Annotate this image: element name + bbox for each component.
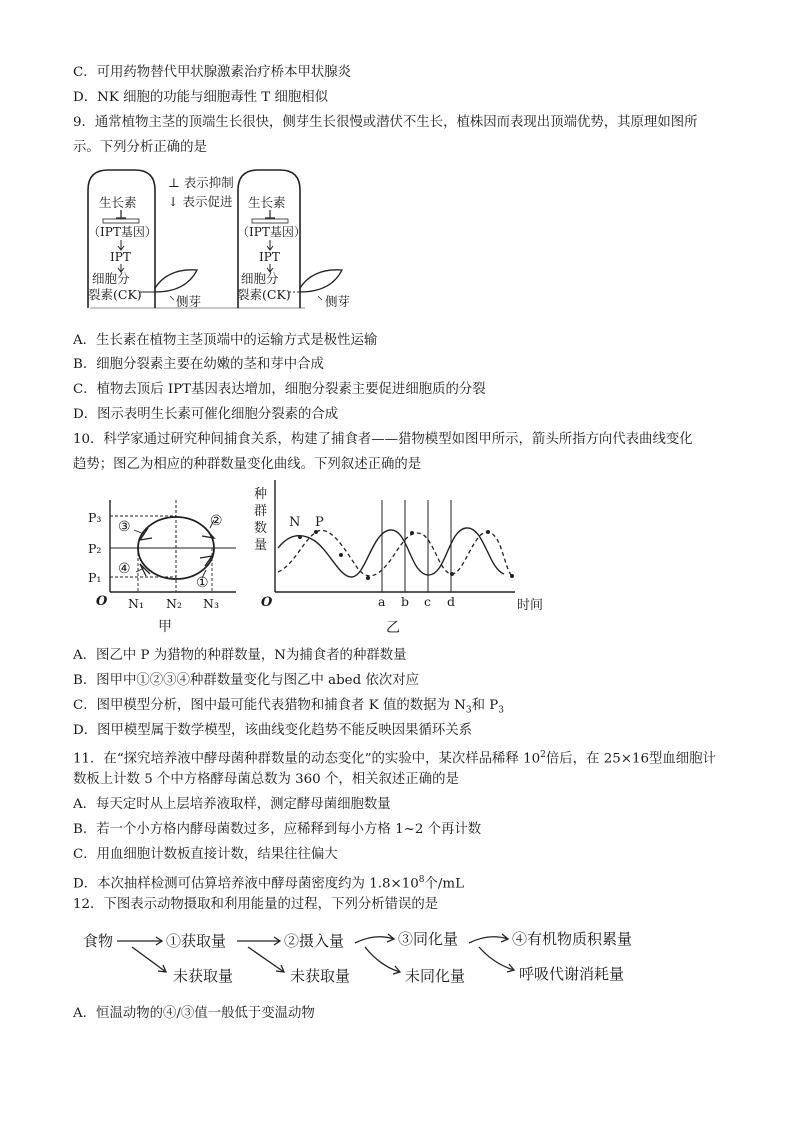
q12-stem: 12．下图表示动物摄取和利用能量的过程，下列分析错误的是: [73, 897, 439, 912]
legend-inhibit: ⊥ 表示抑制: [168, 175, 234, 190]
circled-4: ④: [118, 561, 131, 577]
fig-jia-caption: 甲: [158, 619, 172, 635]
q8-option-c: C．可用药物替代甲状腺激素治疗桥本甲状腺炎: [73, 65, 352, 80]
ylabel-char-1: 种: [254, 487, 268, 502]
ylabel-char-4: 量: [254, 538, 268, 553]
circled-1: ①: [196, 575, 209, 591]
q9-stem-line1: 9．通常植物主茎的顶端生长很快，侧芽生长很慢或潜伏不生长，植株因而表现出顶端优势，其原理如图所: [73, 115, 698, 130]
n3-label: N₃: [203, 596, 219, 611]
n1-label: N₁: [128, 596, 144, 611]
ck-label-right-2: 裂素(CK): [237, 287, 291, 302]
n2-label: N₂: [166, 596, 182, 611]
ck-label-right-1: 细胞分: [241, 271, 279, 286]
loss-arrow-1: [132, 947, 166, 972]
circled-3: ③: [118, 519, 131, 535]
q8-option-d: D．NK 细胞的功能与细胞毒性 T 细胞相似: [73, 90, 329, 105]
q10-stem-line1: 10．科学家通过研究种间捕食关系，构建了捕食者——猎物模型如图甲所示，箭头所指方向代表曲线变化: [73, 432, 693, 447]
bud-label-left: 侧芽: [176, 294, 202, 309]
q9-stem-line2: 示。下列分析正确的是: [73, 140, 207, 155]
origin-label: O: [96, 594, 108, 609]
q10-option-a: A．图乙中 P 为猎物的种群数量，N为捕食者的种群数量: [73, 648, 407, 663]
loss-4: 呼吸代谢消耗量: [519, 965, 625, 983]
fig-yi-caption: 乙: [386, 620, 400, 636]
loss-3: 未同化量: [405, 967, 466, 985]
q10-option-d: D．图甲模型属于数学模型，该曲线变化趋势不能反映因果循环关系: [73, 723, 473, 738]
marker-a: a: [378, 594, 386, 609]
ipt-gene-left: （IPT基因）: [88, 225, 157, 239]
step-2: ②摄入量: [284, 932, 345, 950]
ylabel-char-3: 数: [254, 521, 268, 536]
q12-option-a: A．恒温动物的④/③值一般低于变温动物: [73, 1006, 315, 1021]
ck-label-left-2: 裂素(CK): [88, 287, 142, 302]
marker-d: d: [447, 594, 456, 609]
ipt-label-right: IPT: [259, 250, 280, 264]
ylabel-char-2: 群: [254, 504, 268, 519]
q11-option-d: D．本次抽样检测可估算培养液中酵母菌密度约为 $1.8\times 10^8$个/mL: [73, 875, 464, 892]
circled-2: ②: [210, 513, 223, 529]
q11-stem-line2: 数板上计数 5 个中方格酵母菌总数为 360 个，相关叙述正确的是: [73, 772, 459, 787]
marker-b: b: [401, 594, 410, 609]
q11-option-a: A．每天定时从上层培养液取样，测定酵母菌细胞数量: [73, 797, 391, 812]
p2-label: P₂: [88, 541, 102, 556]
ipt-gene-right: （IPT基因）: [237, 225, 306, 239]
bud-label-right: 侧芽: [325, 294, 351, 309]
origin-label: O: [261, 595, 273, 610]
q10-stem-line2: 趋势；图乙为相应的种群数量变化曲线。下列叙述正确的是: [73, 457, 422, 472]
p3-label: P₃: [88, 510, 102, 525]
q11-option-b: B．若一个小方格内酵母菌数过多，应稀释到每小方格 1~2 个再计数: [73, 822, 482, 837]
series-p-label: P: [315, 515, 324, 530]
xlabel: 时间: [517, 598, 544, 613]
auxin-label-left: 生长素: [99, 195, 137, 210]
series-n-label: N: [289, 515, 301, 530]
step-4: ④有机物质积累量: [512, 930, 633, 948]
p1-label: P₁: [88, 570, 102, 585]
q10-option-b: B．图甲中①②③④种群数量变化与图乙中 abed 依次对应: [73, 673, 419, 688]
food-label: 食物: [83, 932, 114, 950]
loss-2: 未获取量: [290, 967, 351, 985]
marker-c: c: [424, 594, 432, 609]
loss-arrow-3: [365, 947, 400, 972]
auxin-label-right: 生长素: [248, 195, 286, 210]
q9-option-a: A．生长素在植物主茎顶端中的运输方式是极性运输: [73, 333, 378, 348]
loss-arrow-2: [248, 947, 284, 972]
q11-stem-line1: 11．在“探究培养液中酵母菌种群数量的动态变化”的实验中，某次样品稀释 $10^2$倍后，在 25×16型血细胞计: [73, 750, 716, 767]
ipt-label-left: IPT: [110, 250, 131, 264]
step-3: ③同化量: [398, 930, 459, 948]
q9-option-c: C．植物去顶后 IPT基因表达增加，细胞分裂素主要促进细胞质的分裂: [73, 382, 486, 397]
step-1: ①获取量: [166, 932, 227, 950]
q11-option-c: C．用血细胞计数板直接计数，结果往往偏大: [73, 847, 338, 862]
loss-arrow-4: [479, 947, 514, 970]
q9-option-b: B．细胞分裂素主要在幼嫩的茎和芽中合成: [73, 357, 324, 372]
legend-promote: ↓ 表示促进: [168, 194, 233, 209]
q10-option-c: C．图甲模型分析，图中最可能代表猎物和捕食者 K 值的数据为 $N_3$和 $P_3$: [73, 698, 505, 716]
q9-option-d: D．图示表明生长素可催化细胞分裂素的合成: [73, 407, 339, 422]
loss-1: 未获取量: [173, 967, 234, 985]
ck-label-left-1: 细胞分: [92, 271, 130, 286]
